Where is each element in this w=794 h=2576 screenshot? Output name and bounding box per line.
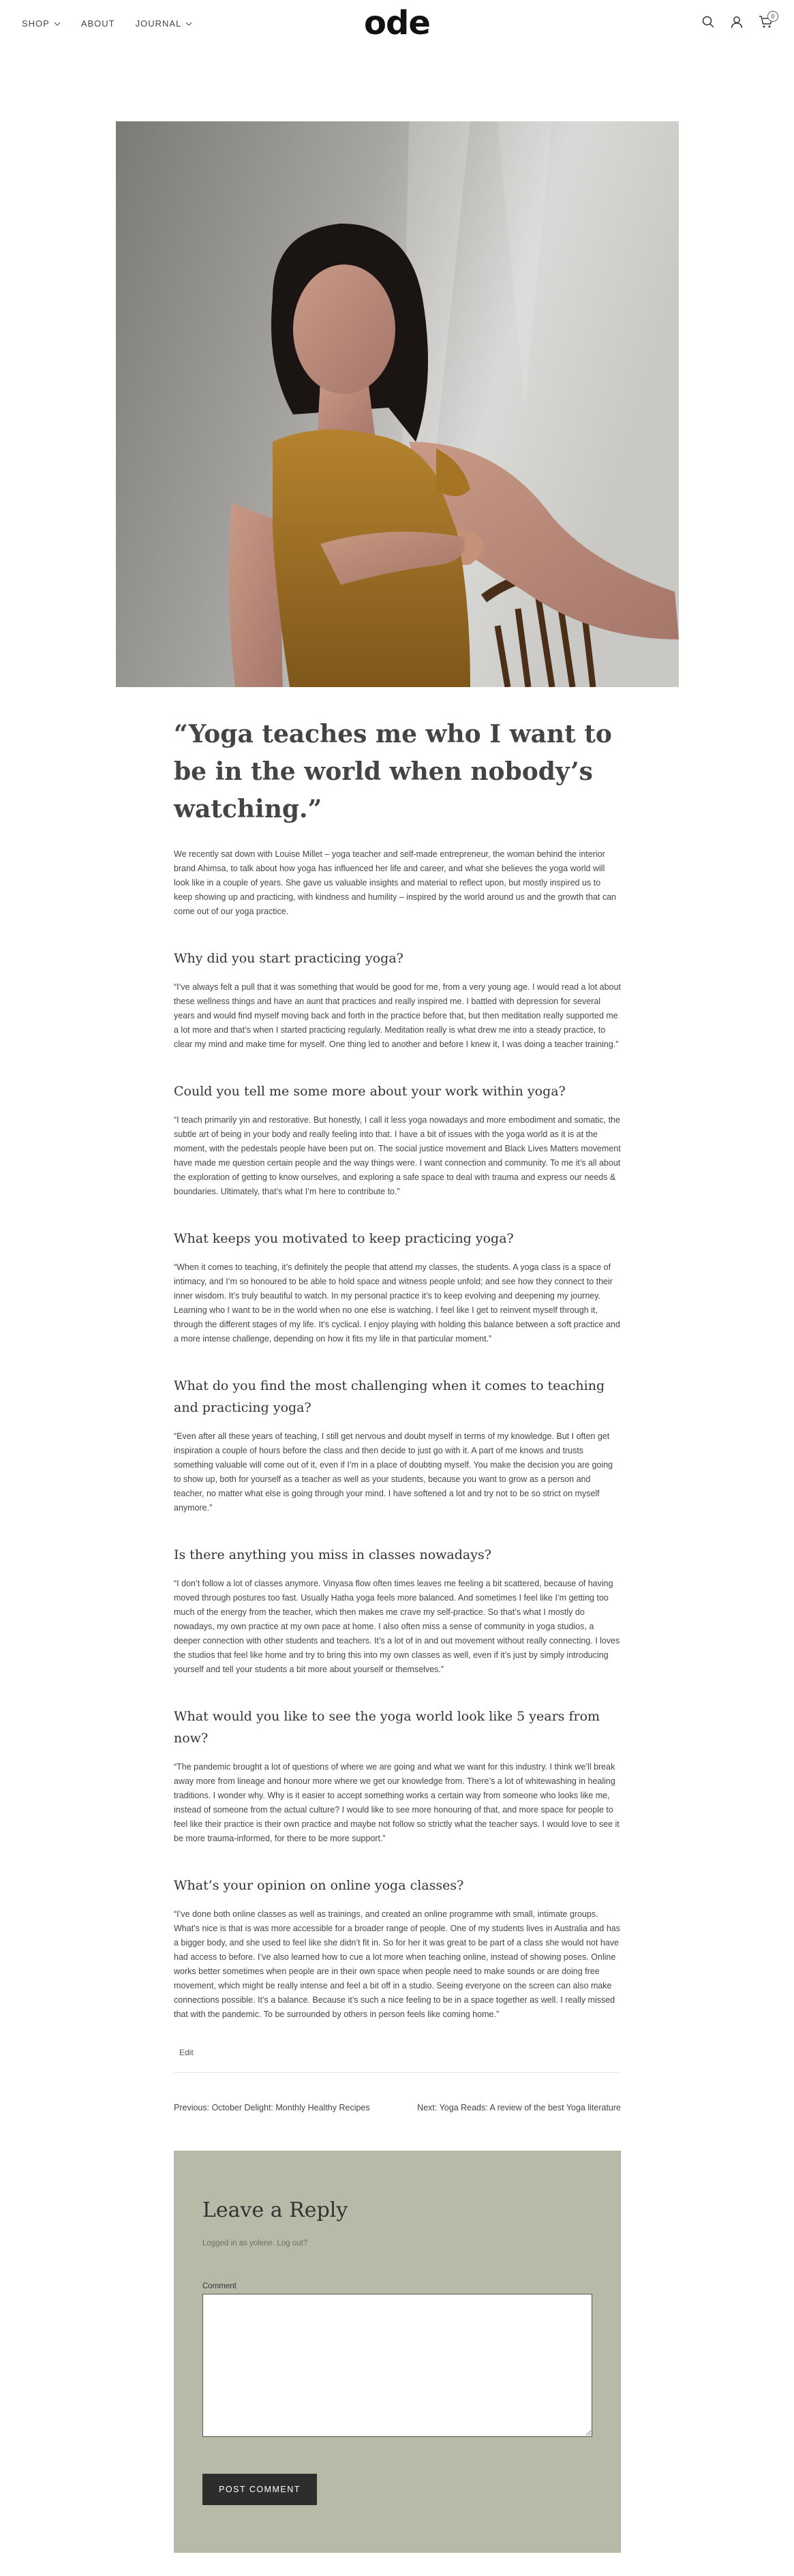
nav-shop-label: SHOP (22, 18, 50, 29)
section-body: “I’ve always felt a pull that it was something that would be good for me, from a very young age. I would read a lot about these wellness things and have an aunt that practices and really inspired me. I battled with depression for several years and would find myself moving back and forth in the practice before that, but then meditation really supported me a lot more and that’s when I started practicing regularly. Meditation really is what drew me into a steady practice, to clear my mind and make time for myself. One thing led to another and before I knew it, I was doing a teacher training.” (174, 982, 621, 1049)
nav-about-label: ABOUT (80, 18, 115, 29)
hero-photo-illustration (116, 121, 679, 687)
section-body: “The pandemic brought a lot of questions of where we are going and what we want for this industry. I think we’ll break away more from lineage and honour more where we get our knowledge from. There’s a lot of whitewashing in healing traditions. I wonder why. Why is it easier to accept something works a certain way from someone who looks like me, instead of someone from the actual culture? I would like to see more honouring of that, and more space for people to feel like their practice is their own practice and maybe not follow so strictly what the teacher says. I would love to see it be more trauma-informed, for there to be more support.” (174, 1762, 620, 1843)
section-body: “Even after all these years of teaching, I still get nervous and doubt myself in terms of my knowledge. But I often get inspiration a couple of hours before the class and then decide to just go with it. A part of me knows and trusts something valuable will come out of it, even if I’m in a place of doubting myself. You make the decision you are going to show up, both for yourself as a teacher as well as your students, because you want to grow as a person and teacher, no matter what else is going through your mind. I have softened a lot and try not to be so strict on myself anymore.” (174, 1431, 613, 1513)
post-comment-button[interactable]: POST COMMENT (202, 2474, 317, 2505)
previous-post-link[interactable]: Previous: October Delight: Monthly Healthy Recipes (174, 2103, 370, 2112)
section-body: “I don’t follow a lot of classes anymore. Vinyasa flow often times leaves me feeling a bit scattered, because of having moved through postures too fast. Usually Hatha yoga feels more balanced. And sometimes I feel like I’m getting too much of the energy from the teacher, which then makes me crave my self-practice. So that’s what I mostly do nowadays, my own practice at my own pace at home. I also often miss a sense of community in yoga studios, a deeper connection with other students and teachers. It’s a lot of in and out movement without really connecting. I loves the studios that feel like home and try to bring this into my own classes as well, even if it’s just by simply introducing yourself and tell your students a bit more about yourself or themselves.” (174, 1579, 620, 1674)
section-heading: What do you find the most challenging when it comes to teaching and practicing yoga? (174, 1378, 605, 1415)
logged-in-text[interactable]: Logged in as yolene. Log out? (202, 2239, 308, 2247)
article-body (174, 716, 621, 2057)
cart-button[interactable] (759, 15, 774, 29)
article-intro: We recently sat down with Louise Millet – yoga teacher and self-made entrepreneur, the woman behind the interior brand Ahimsa, to talk about how yoga has influenced her life and career, and what she believes the yoga world will look like in a couple of years. She gave us valuable insights and material to reflect upon, but mostly inspired us to keep showing up and practicing, with kindness and humility – inspired by the world around us and the growth that can come out of our yoga practice. (174, 849, 616, 916)
reply-title: Leave a Reply (202, 2198, 348, 2222)
header-icons (701, 15, 774, 29)
section-heading: What keeps you motivated to keep practicing yoga? (174, 1231, 514, 1246)
comment-label: Comment (202, 2282, 236, 2290)
nav-journal-label: JOURNAL (135, 18, 182, 29)
section-heading: Could you tell me some more about your work within yoga? (174, 1084, 566, 1099)
site-header (0, 0, 794, 49)
article-quote: “Yoga teaches me who I want to be in the world when nobody’s watching.” (174, 720, 612, 823)
section-body: “When it comes to teaching, it’s definitely the people that attend my classes, the students. A yoga class is a space of intimacy, and I’m so honoured to be able to hold space and witness people unfold; and see how they connect to their inner wisdom. It’s truly beautiful to watch. In my personal practice it’s to keep evolving and deepening my journey. Learning who I want to be in the world when no one else is watching. I feel like I get to reinvent myself through it, through the different stages of my life. It’s cyclical. I enjoy playing with holding this balance between a soft practice and a more intense challenge, depending on how it fits my life in that particular moment.” (174, 1262, 620, 1344)
site-logo[interactable]: ode (364, 4, 430, 42)
section-body: “I’ve done both online classes as well as trainings, and created an online programme with small, intimate groups. What’s nice is that is was more accessible for a broader range of people. One of my students lives in Australia and has a bigger body, and she used to feel like she didn’t fit in. So for her it was great to be part of a class she would not have had access to before. I’ve also learned how to cue a lot more when teaching online, instead of showing poses. Online works better sometimes when people are in their own space when people need to make sounds or are doing free movement, which might be really intense and feel a bit off in a studio. Seeing everyone on the screen can also make connections possible. It’s a balance. Because it’s such a nice feeling to be in a space together as well. I really missed that with the pandemic. To be surrounded by others in person feels like coming home.” (174, 1909, 620, 2019)
reply-form (174, 2151, 621, 2553)
account-icon[interactable] (730, 15, 744, 29)
comment-textarea[interactable] (202, 2294, 592, 2437)
section-heading: Is there anything you miss in classes nowadays? (174, 1547, 491, 1562)
cart-count-badge: 0 (767, 11, 778, 22)
section-heading: What’s your opinion on online yoga classes? (174, 1878, 464, 1893)
search-icon[interactable] (701, 15, 715, 29)
section-heading: What would you like to see the yoga world look like 5 years from now? (174, 1709, 600, 1746)
post-navigation (174, 2103, 621, 2112)
divider (174, 2072, 621, 2073)
section-heading: Why did you start practicing yoga? (174, 951, 403, 966)
edit-link[interactable]: Edit (179, 2048, 194, 2057)
hero-image (116, 121, 679, 687)
next-post-link[interactable]: Next: Yoga Reads: A review of the best Yoga literature (417, 2103, 621, 2112)
section-body: “I teach primarily yin and restorative. But honestly, I call it less yoga nowadays and more embodiment and somatic, the subtle art of being in your body and really feeling into that. I have a bit of issues with the yoga world as it is at the moment, with the pedestals people have been put on. The social justice movement and Black Lives Matters movement have made me question certain people and the way things were. I want connection and community. To me it’s all about the exploration of getting to know ourselves, and exploring a safe space to deal with trauma and express our needs & boundaries. Ultimately, that’s what I’m here to contribute to.” (174, 1115, 621, 1196)
